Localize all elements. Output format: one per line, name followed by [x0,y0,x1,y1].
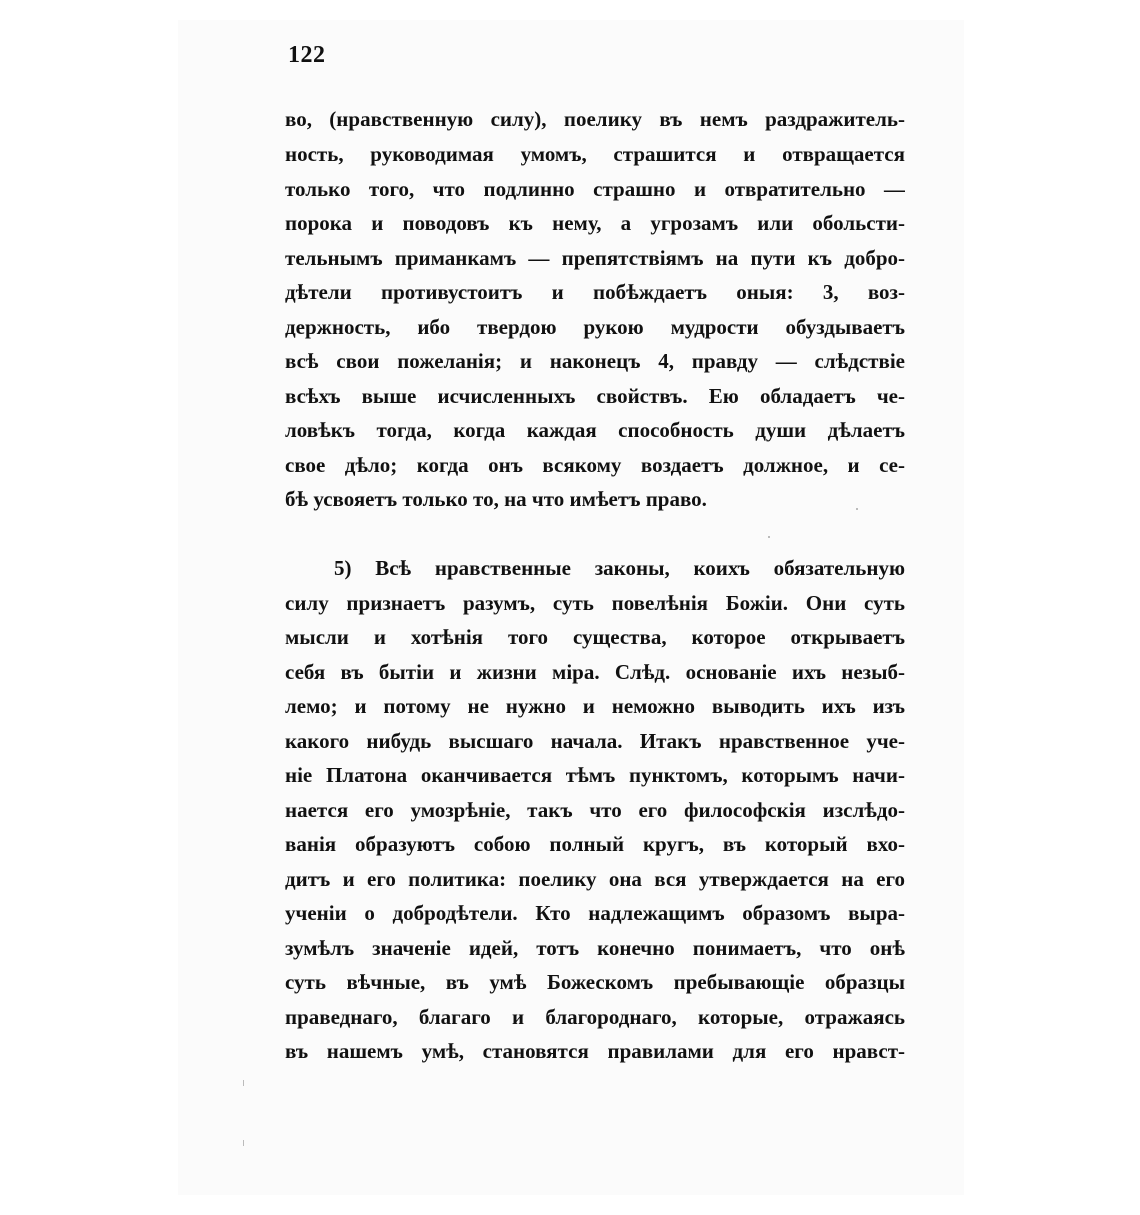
text-line: дѣтели противустоитъ и побѣждаетъ оныя: 3, воз- [285,280,905,304]
scan-speck [768,536,770,538]
text-line: силу признаетъ разумъ, суть повелѣнія Божіи. Они суть [285,591,905,615]
text-line: ученіи о добродѣтели. Кто надлежащимъ образомъ выра- [285,901,905,925]
text-line: себя въ бытіи и жизни міра. Слѣд. основаніе ихъ незыб- [285,660,905,684]
text-line: какого нибудь высшаго начала. Итакъ нравственное уче- [285,729,905,753]
text-line: держность, ибо твердою рукою мудрости обуздываетъ [285,315,905,339]
text-line: ванія образуютъ собою полный кругъ, въ который вхо- [285,832,905,856]
text-line: ловѣкъ тогда, когда каждая способность души дѣлаетъ [285,418,905,442]
text-line: всѣхъ выше исчисленныхъ свойствъ. Ею обладаетъ че- [285,384,905,408]
text-line: лемо; и потому не нужно и неможно выводить ихъ изъ [285,694,905,718]
text-line: дитъ и его политика: поелику она вся утверждается на его [285,867,905,891]
scan-speck [243,1140,244,1146]
text-line: нается его умозрѣніе, такъ что его философскія изслѣдо- [285,798,905,822]
text-line: порока и поводовъ къ нему, а угрозамъ или обольсти- [285,211,905,235]
page-number: 122 [288,42,326,68]
text-line: ность, руководимая умомъ, страшится и отвращается [285,142,905,166]
text-line: суть вѣчные, въ умѣ Божескомъ пребывающіе образцы [285,970,905,994]
scan-speck [243,1080,244,1086]
text-line: тельнымъ приманкамъ — препятствіямъ на пути къ добро- [285,246,905,270]
text-line: ніе Платона оканчивается тѣмъ пунктомъ, которымъ начи- [285,763,905,787]
text-line: всѣ свои пожеланія; и наконецъ 4, правду — слѣдствіе [285,349,905,373]
text-line: зумѣлъ значеніе идей, тотъ конечно понимаетъ, что онѣ [285,936,905,960]
text-line: мысли и хотѣнія того существа, которое открываетъ [285,625,905,649]
text-line: во, (нравственную силу), поелику въ немъ раздражитель- [285,107,905,131]
text-line: въ нашемъ умѣ, становятся правилами для его нравст- [285,1039,905,1063]
text-line: свое дѣло; когда онъ всякому воздаетъ должное, и се- [285,453,905,477]
scan-speck [856,508,858,510]
text-line: праведнаго, благаго и благороднаго, которые, отражаясь [285,1005,905,1029]
text-line: только того, что подлинно страшно и отвратительно — [285,177,905,201]
text-line: бѣ усвояетъ только то, на что имѣетъ право. [285,487,707,511]
text-line: 5) Всѣ нравственные законы, коихъ обязательную [334,556,905,580]
